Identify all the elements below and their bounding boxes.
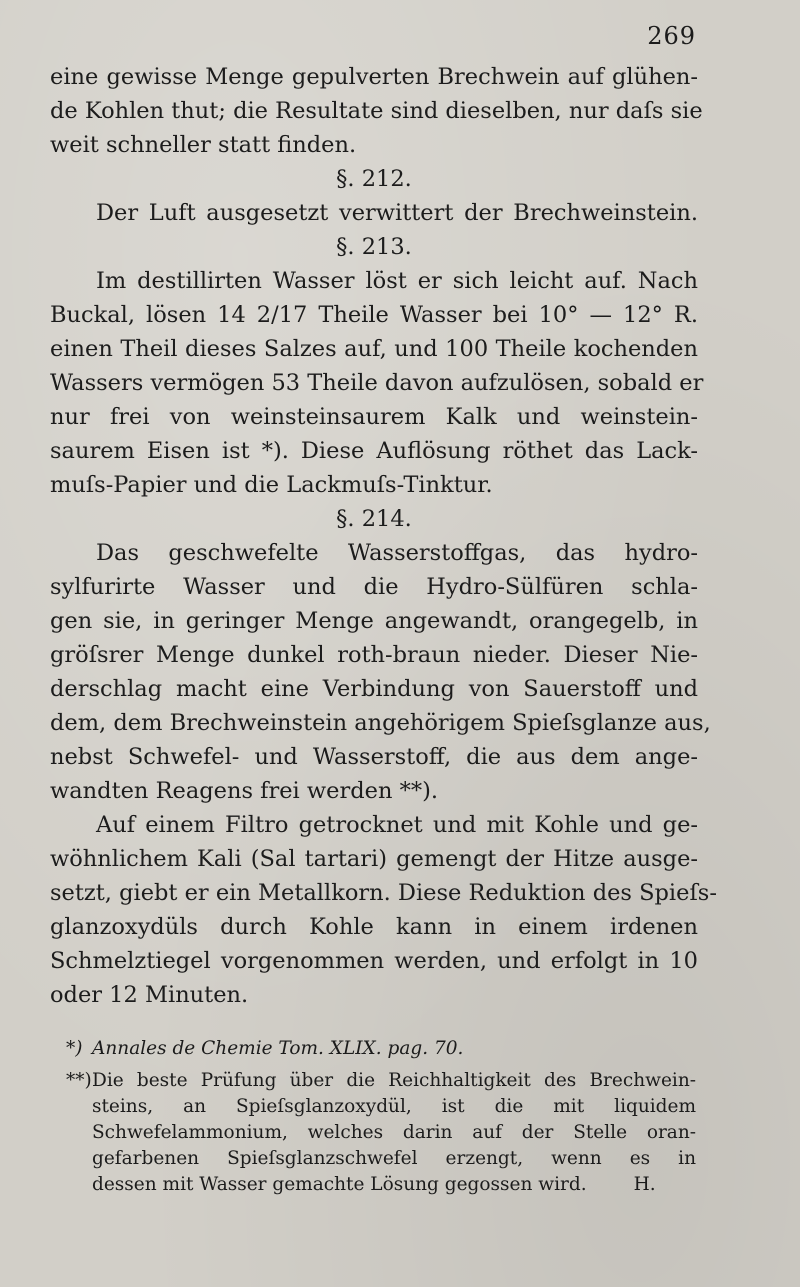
text-line: saurem Eisen ist *). Diese Auflösung röthet das Lack- [50, 438, 698, 464]
text-line: gröſsrer Menge dunkel roth-braun nieder. Dieser Nie- [50, 642, 698, 668]
text-line: glanzoxydüls durch Kohle kann in einem irdenen [50, 914, 698, 940]
footnotes [66, 1036, 696, 1198]
text-line: weit schneller statt finden. [50, 132, 357, 158]
footnote-line: gefarbenen Spieſsglanzschwefel erzengt, wenn es in [92, 1148, 696, 1169]
text-line: eine gewisse Menge gepulverten Brechwein auf glühen- [50, 64, 698, 90]
footnote-mark: **) [66, 1070, 92, 1091]
text-line: muſs-Papier und die Lackmuſs-Tinktur. [50, 472, 493, 498]
text-line: einen Theil dieses Salzes auf, und 100 Theile kochenden [50, 336, 698, 362]
section-heading: §. 214. [336, 506, 412, 532]
text-line: dem, dem Brechweinstein angehörigem Spieſsglanze aus, [50, 710, 711, 736]
text-line: Schmelztiegel vorgenommen werden, und erfolgt in 10 [50, 948, 698, 974]
text-line: nur frei von weinsteinsaurem Kalk und weinstein- [50, 404, 698, 430]
text-line: Buckal, lösen 14 2/17 Theile Wasser bei 10° — 12° R. [50, 302, 698, 328]
text-line: wöhnlichem Kali (Sal tartari) gemengt der Hitze ausge- [50, 846, 698, 872]
footnote-line: steins, an Spieſsglanzoxydül, ist die mit liquidem [92, 1096, 696, 1117]
footnote [66, 1036, 696, 1062]
section-heading: §. 212. [336, 166, 412, 192]
footnote [66, 1068, 696, 1198]
text-line: Der Luft ausgesetzt verwittert der Brechweinstein. [96, 200, 698, 226]
section-heading: §. 213. [336, 234, 412, 260]
footnote-text: Die beste Prüfung über die Reichhaltigkeit des Brechwein- [92, 1070, 696, 1091]
text-line: nebst Schwefel- und Wasserstoff, die aus dem ange- [50, 744, 698, 770]
text-line: de Kohlen thut; die Resultate sind dieselben, nur daſs sie [50, 98, 703, 124]
text-line: Auf einem Filtro getrocknet und mit Kohle und ge- [96, 812, 698, 838]
text-line: wandten Reagens frei werden **). [50, 778, 439, 804]
text-line: oder 12 Minuten. [50, 982, 249, 1008]
text-line: derschlag macht eine Verbindung von Sauerstoff und [50, 676, 698, 702]
text-line: sylfurirte Wasser und die Hydro-Sülfüren schla- [50, 574, 698, 600]
text-line: Im destillirten Wasser löst er sich leicht auf. Nach [96, 268, 698, 294]
footnote-mark: *) [66, 1038, 83, 1059]
body-text [50, 60, 717, 1012]
text-line: gen sie, in geringer Menge angewandt, orangegelb, in [50, 608, 698, 634]
text-line: Wassers vermögen 53 Theile davon aufzulösen, sobald er [50, 370, 704, 396]
text-line: setzt, giebt er ein Metallkorn. Diese Reduktion des Spieſs- [50, 880, 717, 906]
footnote-line: dessen mit Wasser gemachte Lösung gegossen wird. H. [92, 1174, 656, 1195]
text-line: Das geschwefelte Wasserstoffgas, das hydro- [96, 540, 698, 566]
footnote-text: Annales de Chemie Tom. XLIX. pag. 70. [92, 1038, 464, 1059]
footnote-line: Schwefelammonium, welches darin auf der Stelle oran- [92, 1122, 696, 1143]
page-number: 269 [647, 22, 696, 50]
footnote-line [66, 1068, 696, 1094]
